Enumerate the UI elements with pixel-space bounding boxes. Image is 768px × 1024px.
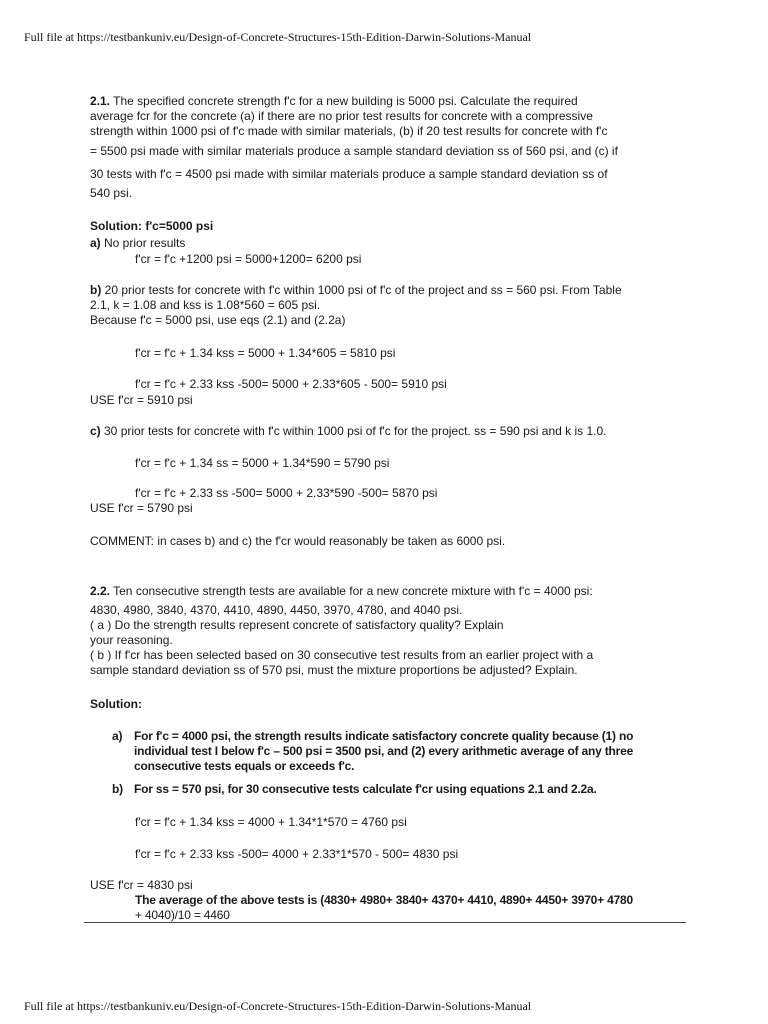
problem-line: Ten consecutive strength tests are available for a new concrete mixture with f'c = 4000 psi: [110,584,593,598]
use-result: USE f'cr = 5790 psi [90,501,193,515]
part-text: For f'c = 4000 psi, the strength results indicate satisfactory concrete quality because (1) no [134,729,634,743]
part-label: a) [112,729,123,743]
problem-line: 4830, 4980, 3840, 4370, 4410, 4890, 4450, 3970, 4780, and 4040 psi. [90,603,463,617]
part-b [90,782,702,797]
problem-line: = 5500 psi made with similar materials produce a sample standard deviation ss of 560 psi, and (c) if [90,144,618,158]
part-label: b) [112,782,123,796]
use-result: USE f'cr = 5910 psi [90,393,193,407]
problem-number: 2.1. [90,94,111,108]
problem-line: strength within 1000 psi of f'c made with similar materials, (b) if 20 test results for concrete with f'c [90,124,608,138]
problem-number: 2.2. [90,584,111,598]
part-a [90,729,702,774]
header-url-note: Full file at https://testbankuniv.eu/Design-of-Concrete-Structures-15th-Edition-Darwin-Solutions-Manual [24,30,532,44]
equation: f'cr = f'c + 1.34 kss = 5000 + 1.34*605 = 5810 psi [135,346,396,360]
separator-line [84,922,686,923]
problem-line: The specified concrete strength f'c for a new building is 5000 psi. Calculate the required [110,94,578,108]
part-label: c) [90,424,101,438]
average-line: + 4040)/10 = 4460 [135,908,230,922]
equation: f'cr = f'c + 2.33 kss -500= 5000 + 2.33*605 - 500= 5910 psi [135,377,447,391]
part-b [90,283,680,328]
problem-line: your reasoning. [90,633,173,647]
problem-line: ( b ) If f'cr has been selected based on 30 consecutive test results from an earlier project with a [90,648,594,662]
problem-line: 540 psi. [90,186,133,200]
part-label: a) [90,236,101,250]
average-line: The average of the above tests is (4830+ 4980+ 3840+ 4370+ 4410, 4890+ 4450+ 3970+ 4780 [135,893,633,907]
problem-2-2-statement [90,584,680,678]
comment: COMMENT: in cases b) and c) the f'cr would reasonably be taken as 6000 psi. [90,534,506,548]
footer-url-note: Full file at https://testbankuniv.eu/Design-of-Concrete-Structures-15th-Edition-Darwin-Solutions-Manual [24,999,532,1013]
use-result: USE f'cr = 4830 psi [90,878,193,892]
problem-line: ( a ) Do the strength results represent concrete of satisfactory quality? Explain [90,618,504,632]
part-text: 30 prior tests for concrete with f'c within 1000 psi of f'c for the project. ss = 590 psi and k is 1.0. [100,424,607,438]
part-text: 20 prior tests for concrete with f'c within 1000 psi of f'c of the project and ss = 560 psi. From Table [101,283,622,297]
part-text: No prior results [100,236,186,250]
problem-2-1-statement [90,94,680,201]
part-text: 2.1, k = 1.08 and kss is 1.08*560 = 605 psi. [90,298,321,312]
problem-line: sample standard deviation ss of 570 psi, must the mixture proportions be adjusted? Explain. [90,663,578,677]
equation: f'cr = f'c + 2.33 ss -500= 5000 + 2.33*590 -500= 5870 psi [135,486,438,500]
part-text: For ss = 570 psi, for 30 consecutive tests calculate f'cr using equations 2.1 and 2.2a. [134,782,597,796]
part-a [90,236,680,251]
equation: f'cr = f'c +1200 psi = 5000+1200= 6200 psi [135,252,362,266]
equation: f'cr = f'c + 1.34 ss = 5000 + 1.34*590 = 5790 psi [135,456,390,470]
problem-line: 30 tests with f'c = 4500 psi made with similar materials produce a sample standard deviation ss of [90,167,608,181]
problem-line: average fcr for the concrete (a) if there are no prior test results for concrete with a compressive [90,109,593,123]
part-label: b) [90,283,102,297]
part-text: individual test I below f'c – 500 psi = 3500 psi, and (2) every arithmetic average of any three [134,744,634,758]
solution-heading: Solution: f'c=5000 psi [90,219,214,233]
part-c [90,424,680,439]
solution-heading: Solution: [90,697,142,711]
part-text: consecutive tests equals or exceeds f'c. [134,759,355,773]
equation: f'cr = f'c + 1.34 kss = 4000 + 1.34*1*570 = 4760 psi [135,815,407,829]
average-note [90,893,725,923]
equation: f'cr = f'c + 2.33 kss -500= 4000 + 2.33*1*570 - 500= 4830 psi [135,847,459,861]
part-text: Because f'c = 5000 psi, use eqs (2.1) and (2.2a) [90,313,346,327]
